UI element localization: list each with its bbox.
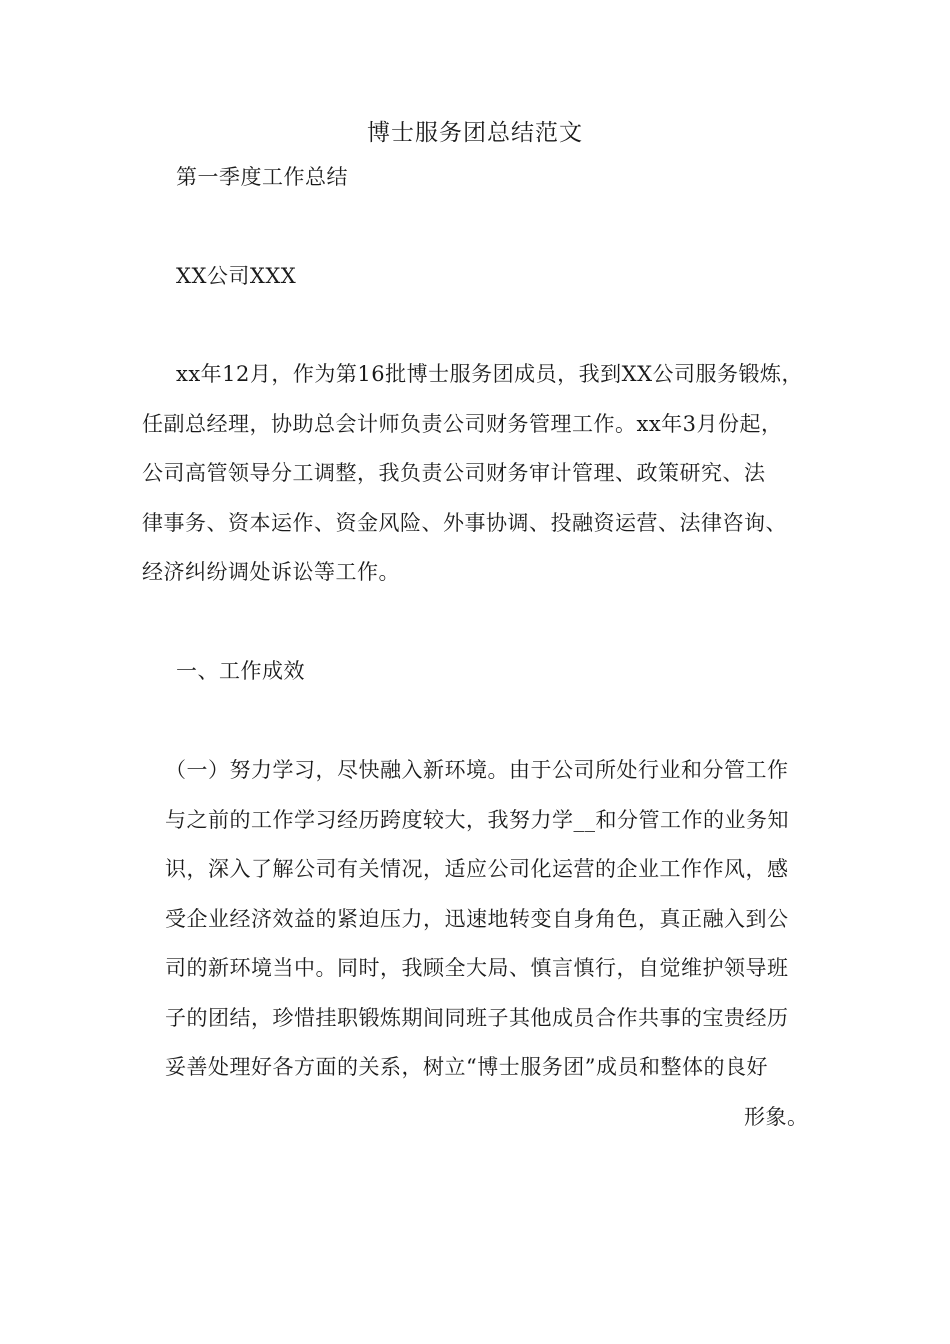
intro-line: 公司高管领导分工调整，我负责公司财务审计管理、政策研究、法 [142,461,766,485]
section-line: 受企业经济效益的紧迫压力，迅速地转变自身角色，真正融入到公 [165,907,789,931]
section-line: 子的团结，珍惜挂职锻炼期间同班子其他成员合作共事的宝贵经历 [165,1006,789,1030]
intro-line: 经济纠纷调处诉讼等工作。 [142,560,400,584]
section-line: 司的新环境当中。同时，我顾全大局、慎言慎行，自觉维护领导班 [165,956,789,980]
section-heading: 一、工作成效 [176,659,305,683]
section-line: 与之前的工作学习经历跨度较大，我努力学__和分管工作的业务知 [165,808,789,832]
intro-line: 律事务、资本运作、资金风险、外事协调、投融资运营、法律咨询、 [142,511,787,535]
document-title: 博士服务团总结范文 [367,120,583,146]
section-line: 识，深入了解公司有关情况，适应公司化运营的企业工作作风，感 [165,857,789,881]
intro-line: 任副总经理，协助总会计师负责公司财务管理工作。xx年3月份起， [142,412,783,436]
section-line: 妥善处理好各方面的关系，树立“博士服务团”成员和整体的良好 [165,1055,768,1079]
section-line: （一）努力学习，尽快融入新环境。由于公司所处行业和分管工作 [165,758,789,782]
author-line: XX公司XXX [176,264,297,288]
document-subtitle: 第一季度工作总结 [176,165,348,189]
intro-line: xx年12月，作为第16批博士服务团成员，我到XX公司服务锻炼， [176,362,804,386]
section-line-end: 形象。 [744,1105,809,1129]
